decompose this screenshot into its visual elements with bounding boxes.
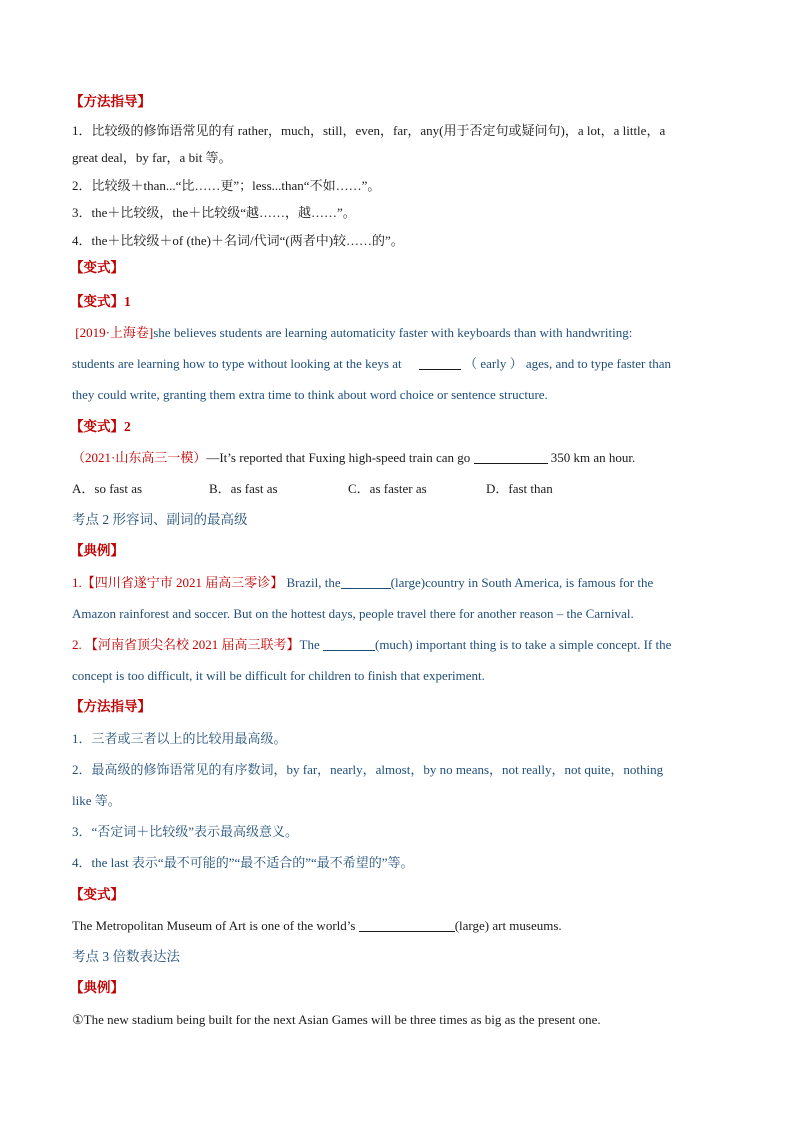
variant-1-text-2a: students are learning how to type without looking at the keys at (72, 356, 402, 371)
method-2-item-3: 3．“否定词＋比较级”表示最高级意义。 (72, 824, 299, 839)
section-heading: 【变式】 (70, 260, 124, 275)
variant-2-source: （2021·山东高三一模） (72, 450, 207, 465)
variant-3-text-a: The Metropolitan Museum of Art is one of the world’s (72, 918, 356, 933)
method-item-3: 3．the＋比较级，the＋比较级“越……，越……”。 (72, 205, 356, 220)
example-2-text-a: The (299, 637, 320, 652)
example-1-text-a: Brazil, the (286, 575, 341, 590)
method-2-item-2: 2．最高级的修饰语常见的有序数词，by far，nearly，almost，by no means，not really，not quite，nothing (72, 762, 664, 777)
answer-blank[interactable] (474, 451, 548, 464)
example-2-line-1 (72, 637, 671, 653)
variant-2-stem-b: 350 km an hour. (550, 450, 636, 465)
option-c[interactable]: C．as faster as (348, 481, 427, 496)
method-2-item-2-cont: like 等。 (72, 793, 121, 808)
section-heading: 【方法指导】 (70, 94, 151, 109)
method-item-4: 4．the＋比较级＋of (the)＋名词/代词“(两者中)较……的”。 (72, 233, 404, 248)
section-heading: 【典例】 (70, 980, 124, 995)
example-1-line-1 (72, 575, 653, 591)
variant-2-stem (72, 450, 635, 466)
option-b[interactable]: B．as fast as (209, 481, 278, 496)
point-3-example-1: ①The new stadium being built for the next Asian Games will be three times as big as the present one. (72, 1012, 601, 1027)
method-2-item-1: 1．三者或三者以上的比较用最高级。 (72, 731, 287, 746)
example-2-source: 2. 【河南省顶尖名校 2021 届高三联考】 (72, 637, 300, 652)
variant-1-line-2 (72, 356, 671, 372)
method-item-1: 1．比较级的修饰语常见的有 rather，much，still，even，far，any(用于否定句或疑问句)，a lot，a little，a (72, 123, 666, 138)
section-heading: 【典例】 (70, 543, 124, 558)
variant-1-heading (70, 294, 131, 310)
variant-2-stem-a: —It’s reported that Fuxing high-speed train can go (206, 450, 471, 465)
variant-3-text-b: (large) art museums. (454, 918, 562, 933)
variant-1-heading-text: 【变式】1 (70, 294, 131, 309)
method-item-1-cont: great deal，by far，a bit 等。 (72, 150, 232, 165)
option-d[interactable]: D．fast than (486, 481, 553, 496)
method-2-item-4: 4．the last 表示“最不可能的”“最不适合的”“最不希望的”等。 (72, 855, 414, 870)
section-heading: 【变式】 (70, 887, 124, 902)
variant-1-hint: （ early ） (464, 356, 523, 371)
section-heading: 【方法指导】 (70, 699, 151, 714)
example-1-source: 1.【四川省遂宁市 2021 届高三零诊】 (72, 575, 284, 590)
method-item-2: 2．比较级＋than...“比……更”；less...than“不如……”。 (72, 178, 381, 193)
variant-1-line-1 (72, 325, 632, 341)
answer-blank[interactable] (323, 638, 375, 651)
example-1-text-b: (large)country in South America, is famous for the (390, 575, 654, 590)
variant-1-source: [2019·上海卷] (75, 325, 154, 340)
variant-1-line-3: they could write, granting them extra time to think about word choice or sentence structure. (72, 387, 548, 402)
point-2-title: 考点 2 形容词、副词的最高级 (72, 512, 248, 527)
answer-blank[interactable] (419, 357, 461, 370)
option-a[interactable]: A．so fast as (72, 481, 143, 496)
point-3-title: 考点 3 倍数表达法 (72, 949, 180, 964)
variant-1-text-2b: ages, and to type faster than (525, 356, 671, 371)
example-2-text-b: (much) important thing is to take a simple concept. If the (374, 637, 672, 652)
variant-2-heading: 【变式】2 (70, 419, 131, 434)
variant-3-stem (72, 918, 562, 934)
answer-blank[interactable] (341, 576, 391, 589)
answer-blank[interactable] (359, 919, 455, 932)
variant-1-text-1: she believes students are learning automaticity faster with keyboards than with handwriting: (153, 325, 633, 340)
example-1-line-2: Amazon rainforest and soccer. But on the hottest days, people travel there for another reason – the Carnival. (72, 606, 634, 621)
example-2-line-2: concept is too difficult, it will be difficult for children to finish that experiment. (72, 668, 485, 683)
